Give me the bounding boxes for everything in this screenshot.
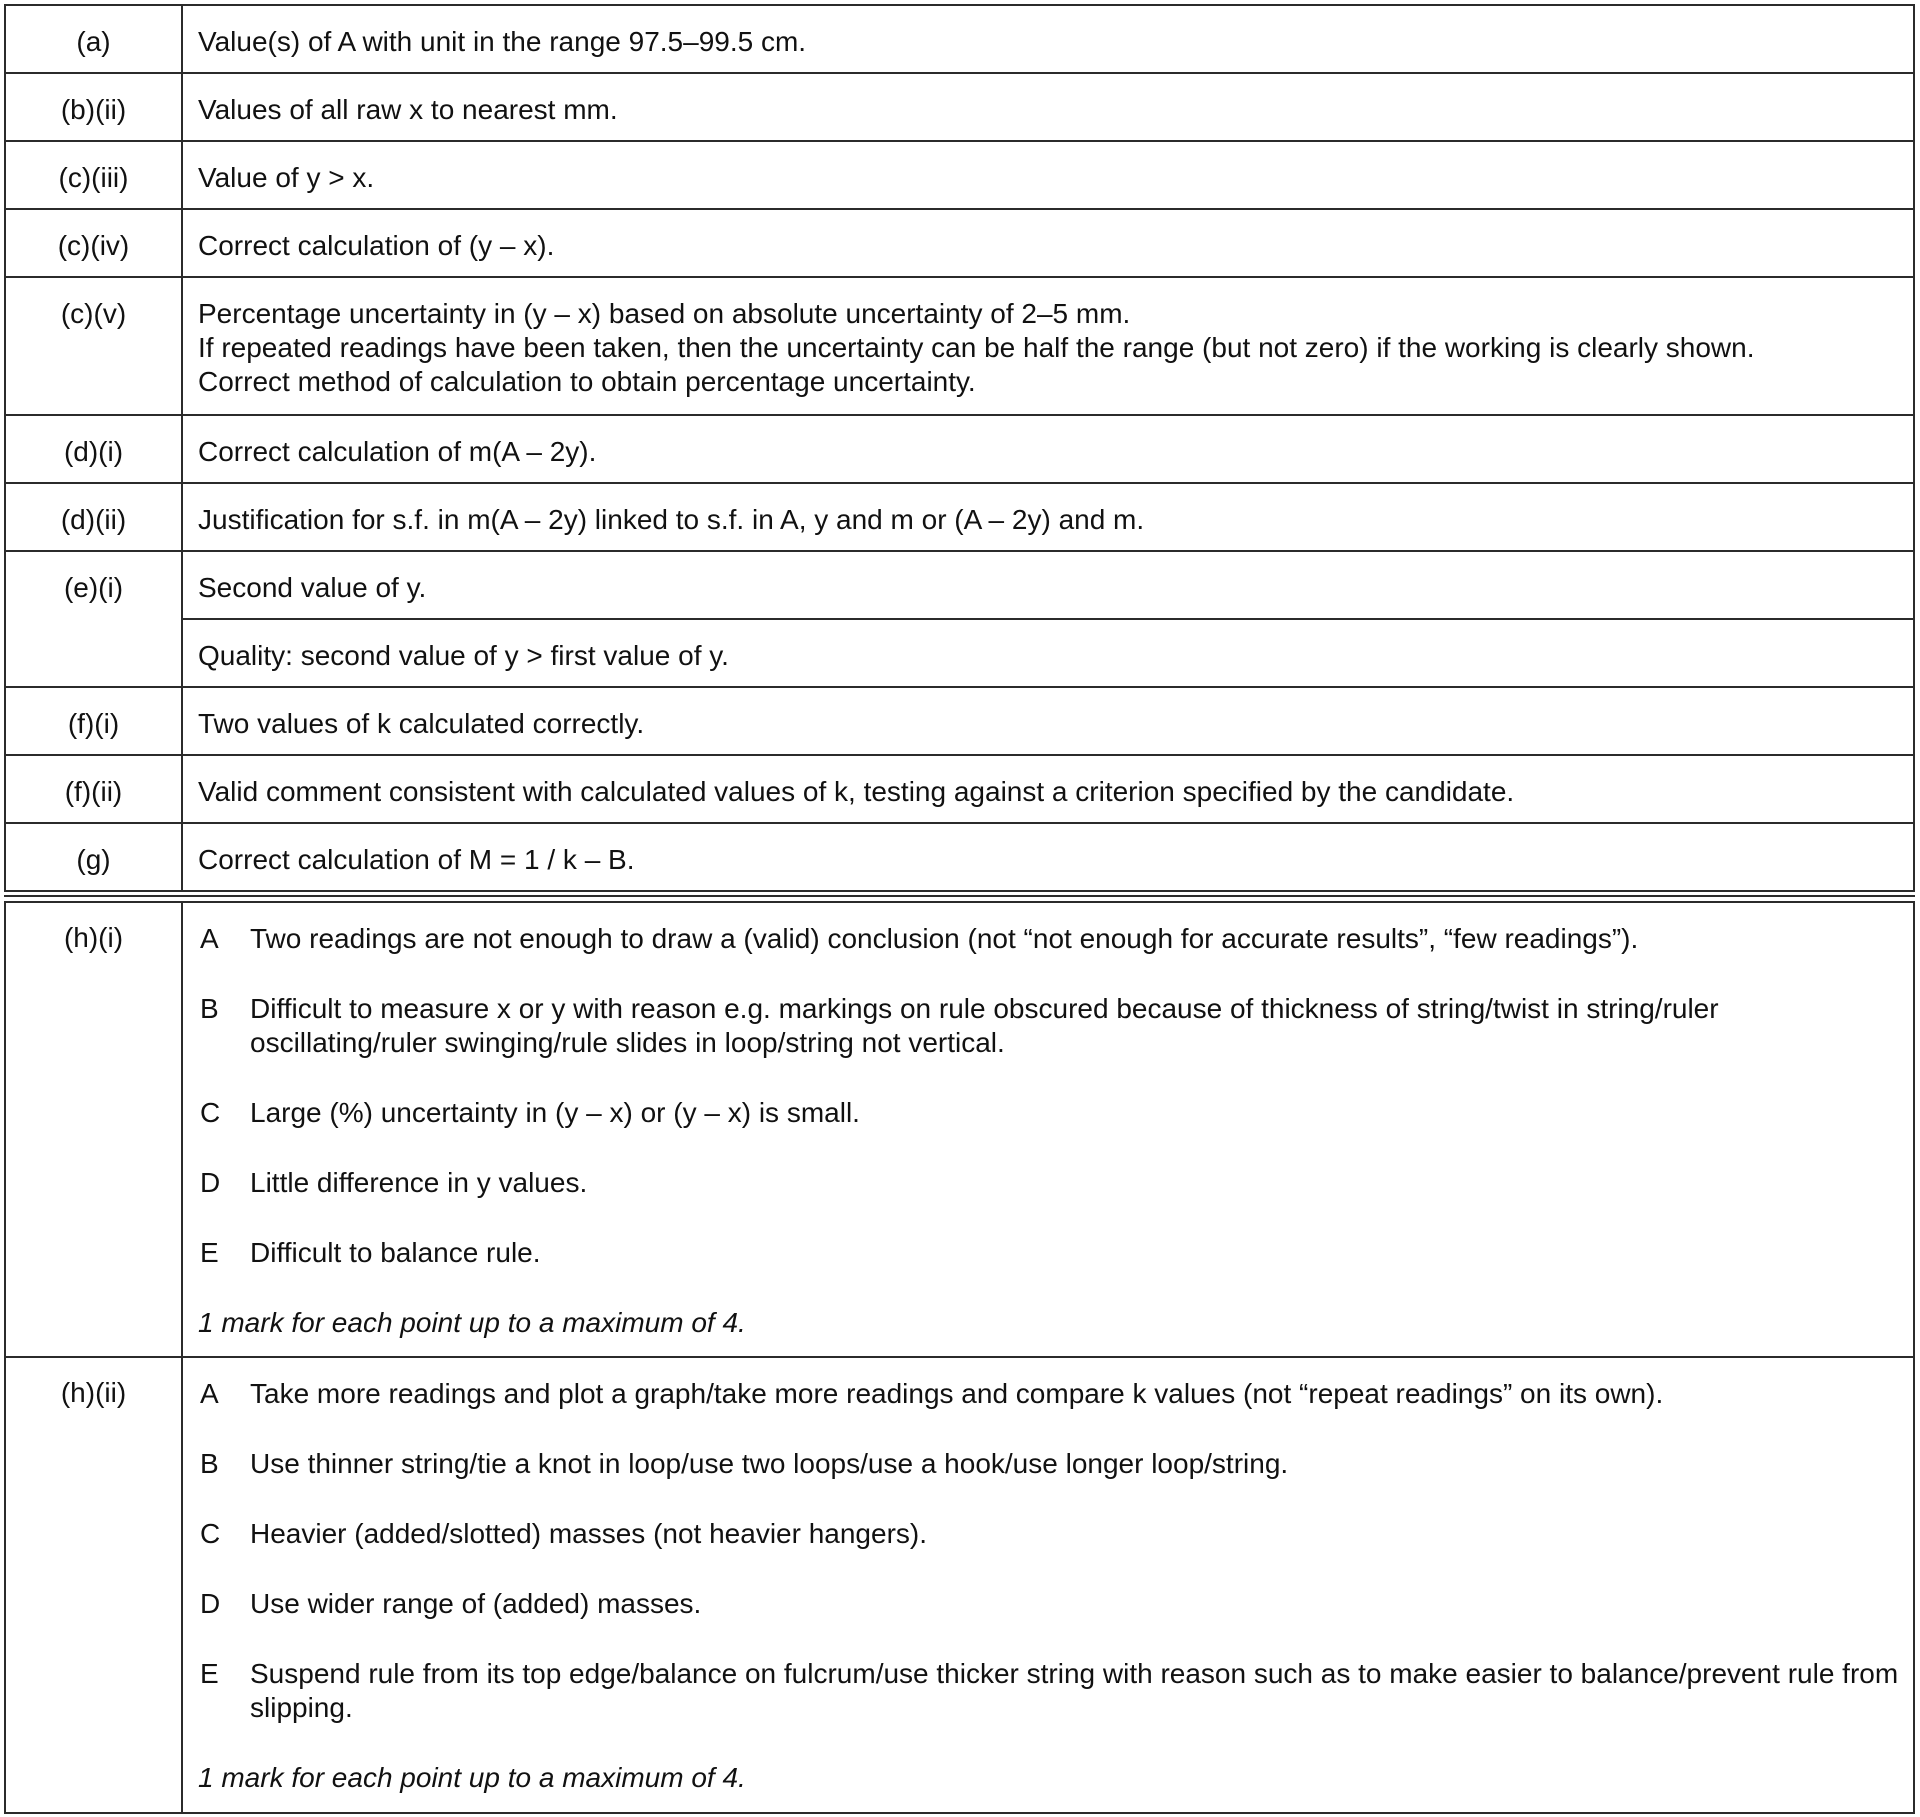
point-text: Heavier (added/slotted) masses (not heavier hangers). [250, 1518, 928, 1549]
question-label: (d)(i) [5, 415, 182, 483]
evaluation-points [182, 902, 1914, 1357]
criterion-line: If repeated readings have been taken, then the uncertainty can be half the range (but not zero) if the working is clearly shown. [198, 332, 1755, 363]
point-letter: B [200, 1448, 219, 1479]
list-item [198, 1236, 1905, 1270]
table-row [5, 5, 1914, 73]
table-row [5, 209, 1914, 277]
table-row [5, 902, 1914, 1357]
point-letter: D [200, 1588, 221, 1619]
section-divider [4, 895, 1915, 897]
table-row [5, 415, 1914, 483]
point-letter: E [200, 1658, 219, 1689]
question-label: (f)(i) [5, 687, 182, 755]
table-row [5, 483, 1914, 551]
marking-criterion: Justification for s.f. in m(A – 2y) linked to s.f. in A, y and m or (A – 2y) and m. [182, 483, 1914, 551]
point-letter: A [200, 1378, 219, 1409]
question-label: (b)(ii) [5, 73, 182, 141]
question-label: (a) [5, 5, 182, 73]
question-label: (h)(i) [5, 902, 182, 1357]
list-item [198, 1096, 1905, 1130]
list-item [198, 1377, 1905, 1411]
marking-criterion: Correct calculation of (y – x). [182, 209, 1914, 277]
marking-criterion-quality: Quality: second value of y > first value of y. [182, 619, 1914, 687]
table-row [5, 823, 1914, 891]
point-text: Difficult to balance rule. [250, 1237, 541, 1268]
marking-criterion: Value(s) of A with unit in the range 97.5–99.5 cm. [182, 5, 1914, 73]
point-letter: C [200, 1518, 221, 1549]
marking-criterion: Correct calculation of m(A – 2y). [182, 415, 1914, 483]
table-row [5, 687, 1914, 755]
point-text: Two readings are not enough to draw a (valid) conclusion (not “not enough for accurate results”, “few readings”). [250, 923, 1639, 954]
point-text: Use wider range of (added) masses. [250, 1588, 702, 1619]
table-row [5, 277, 1914, 415]
point-text: Suspend rule from its top edge/balance on fulcrum/use thicker string with reason such as to make easier to balance/prevent rule from slipping. [250, 1658, 1899, 1723]
list-item [198, 1517, 1905, 1551]
list-item [198, 1587, 1905, 1621]
table-row [5, 551, 1914, 619]
marking-criterion: Correct calculation of M = 1 / k – B. [182, 823, 1914, 891]
improvement-points [182, 1357, 1914, 1813]
marking-criterion: Values of all raw x to nearest mm. [182, 73, 1914, 141]
marking-criterion: Value of y > x. [182, 141, 1914, 209]
marks-note: 1 mark for each point up to a maximum of 4. [198, 1307, 746, 1338]
marking-criterion [182, 277, 1914, 415]
table-row [5, 755, 1914, 823]
list-item [198, 1166, 1905, 1200]
point-text: Large (%) uncertainty in (y – x) or (y – x) is small. [250, 1097, 860, 1128]
point-text: Use thinner string/tie a knot in loop/use two loops/use a hook/use longer loop/string. [250, 1448, 1289, 1479]
table-row [5, 73, 1914, 141]
question-label: (g) [5, 823, 182, 891]
point-letter: A [200, 923, 219, 954]
point-text: Difficult to measure x or y with reason e.g. markings on rule obscured because of thickness of string/twist in string/ruler oscillating/ruler swinging/rule slides in loop/string not vertical. [250, 993, 1719, 1058]
list-item [198, 1447, 1905, 1481]
mark-scheme-table-evaluation [4, 901, 1915, 1814]
question-label: (f)(ii) [5, 755, 182, 823]
list-item [198, 1657, 1905, 1725]
criterion-line: Correct method of calculation to obtain percentage uncertainty. [198, 366, 976, 397]
question-label: (c)(iv) [5, 209, 182, 277]
point-letter: C [200, 1097, 221, 1128]
question-label: (d)(ii) [5, 483, 182, 551]
table-row [5, 141, 1914, 209]
list-item [198, 992, 1905, 1060]
table-row [5, 619, 1914, 687]
marking-criterion: Valid comment consistent with calculated values of k, testing against a criterion specified by the candidate. [182, 755, 1914, 823]
mark-scheme-table [4, 4, 1915, 892]
marking-criterion: Two values of k calculated correctly. [182, 687, 1914, 755]
marks-note: 1 mark for each point up to a maximum of 4. [198, 1762, 746, 1793]
question-label: (c)(v) [5, 277, 182, 415]
point-text: Little difference in y values. [250, 1167, 588, 1198]
point-letter: B [200, 993, 219, 1024]
criterion-line: Percentage uncertainty in (y – x) based on absolute uncertainty of 2–5 mm. [198, 298, 1131, 329]
question-label: (e)(i) [5, 551, 182, 687]
point-text: Take more readings and plot a graph/take more readings and compare k values (not “repeat readings” on its own). [250, 1378, 1664, 1409]
marking-criterion: Second value of y. [182, 551, 1914, 619]
point-letter: E [200, 1237, 219, 1268]
table-row [5, 1357, 1914, 1813]
question-label: (c)(iii) [5, 141, 182, 209]
question-label: (h)(ii) [5, 1357, 182, 1813]
list-item [198, 922, 1905, 956]
point-letter: D [200, 1167, 221, 1198]
